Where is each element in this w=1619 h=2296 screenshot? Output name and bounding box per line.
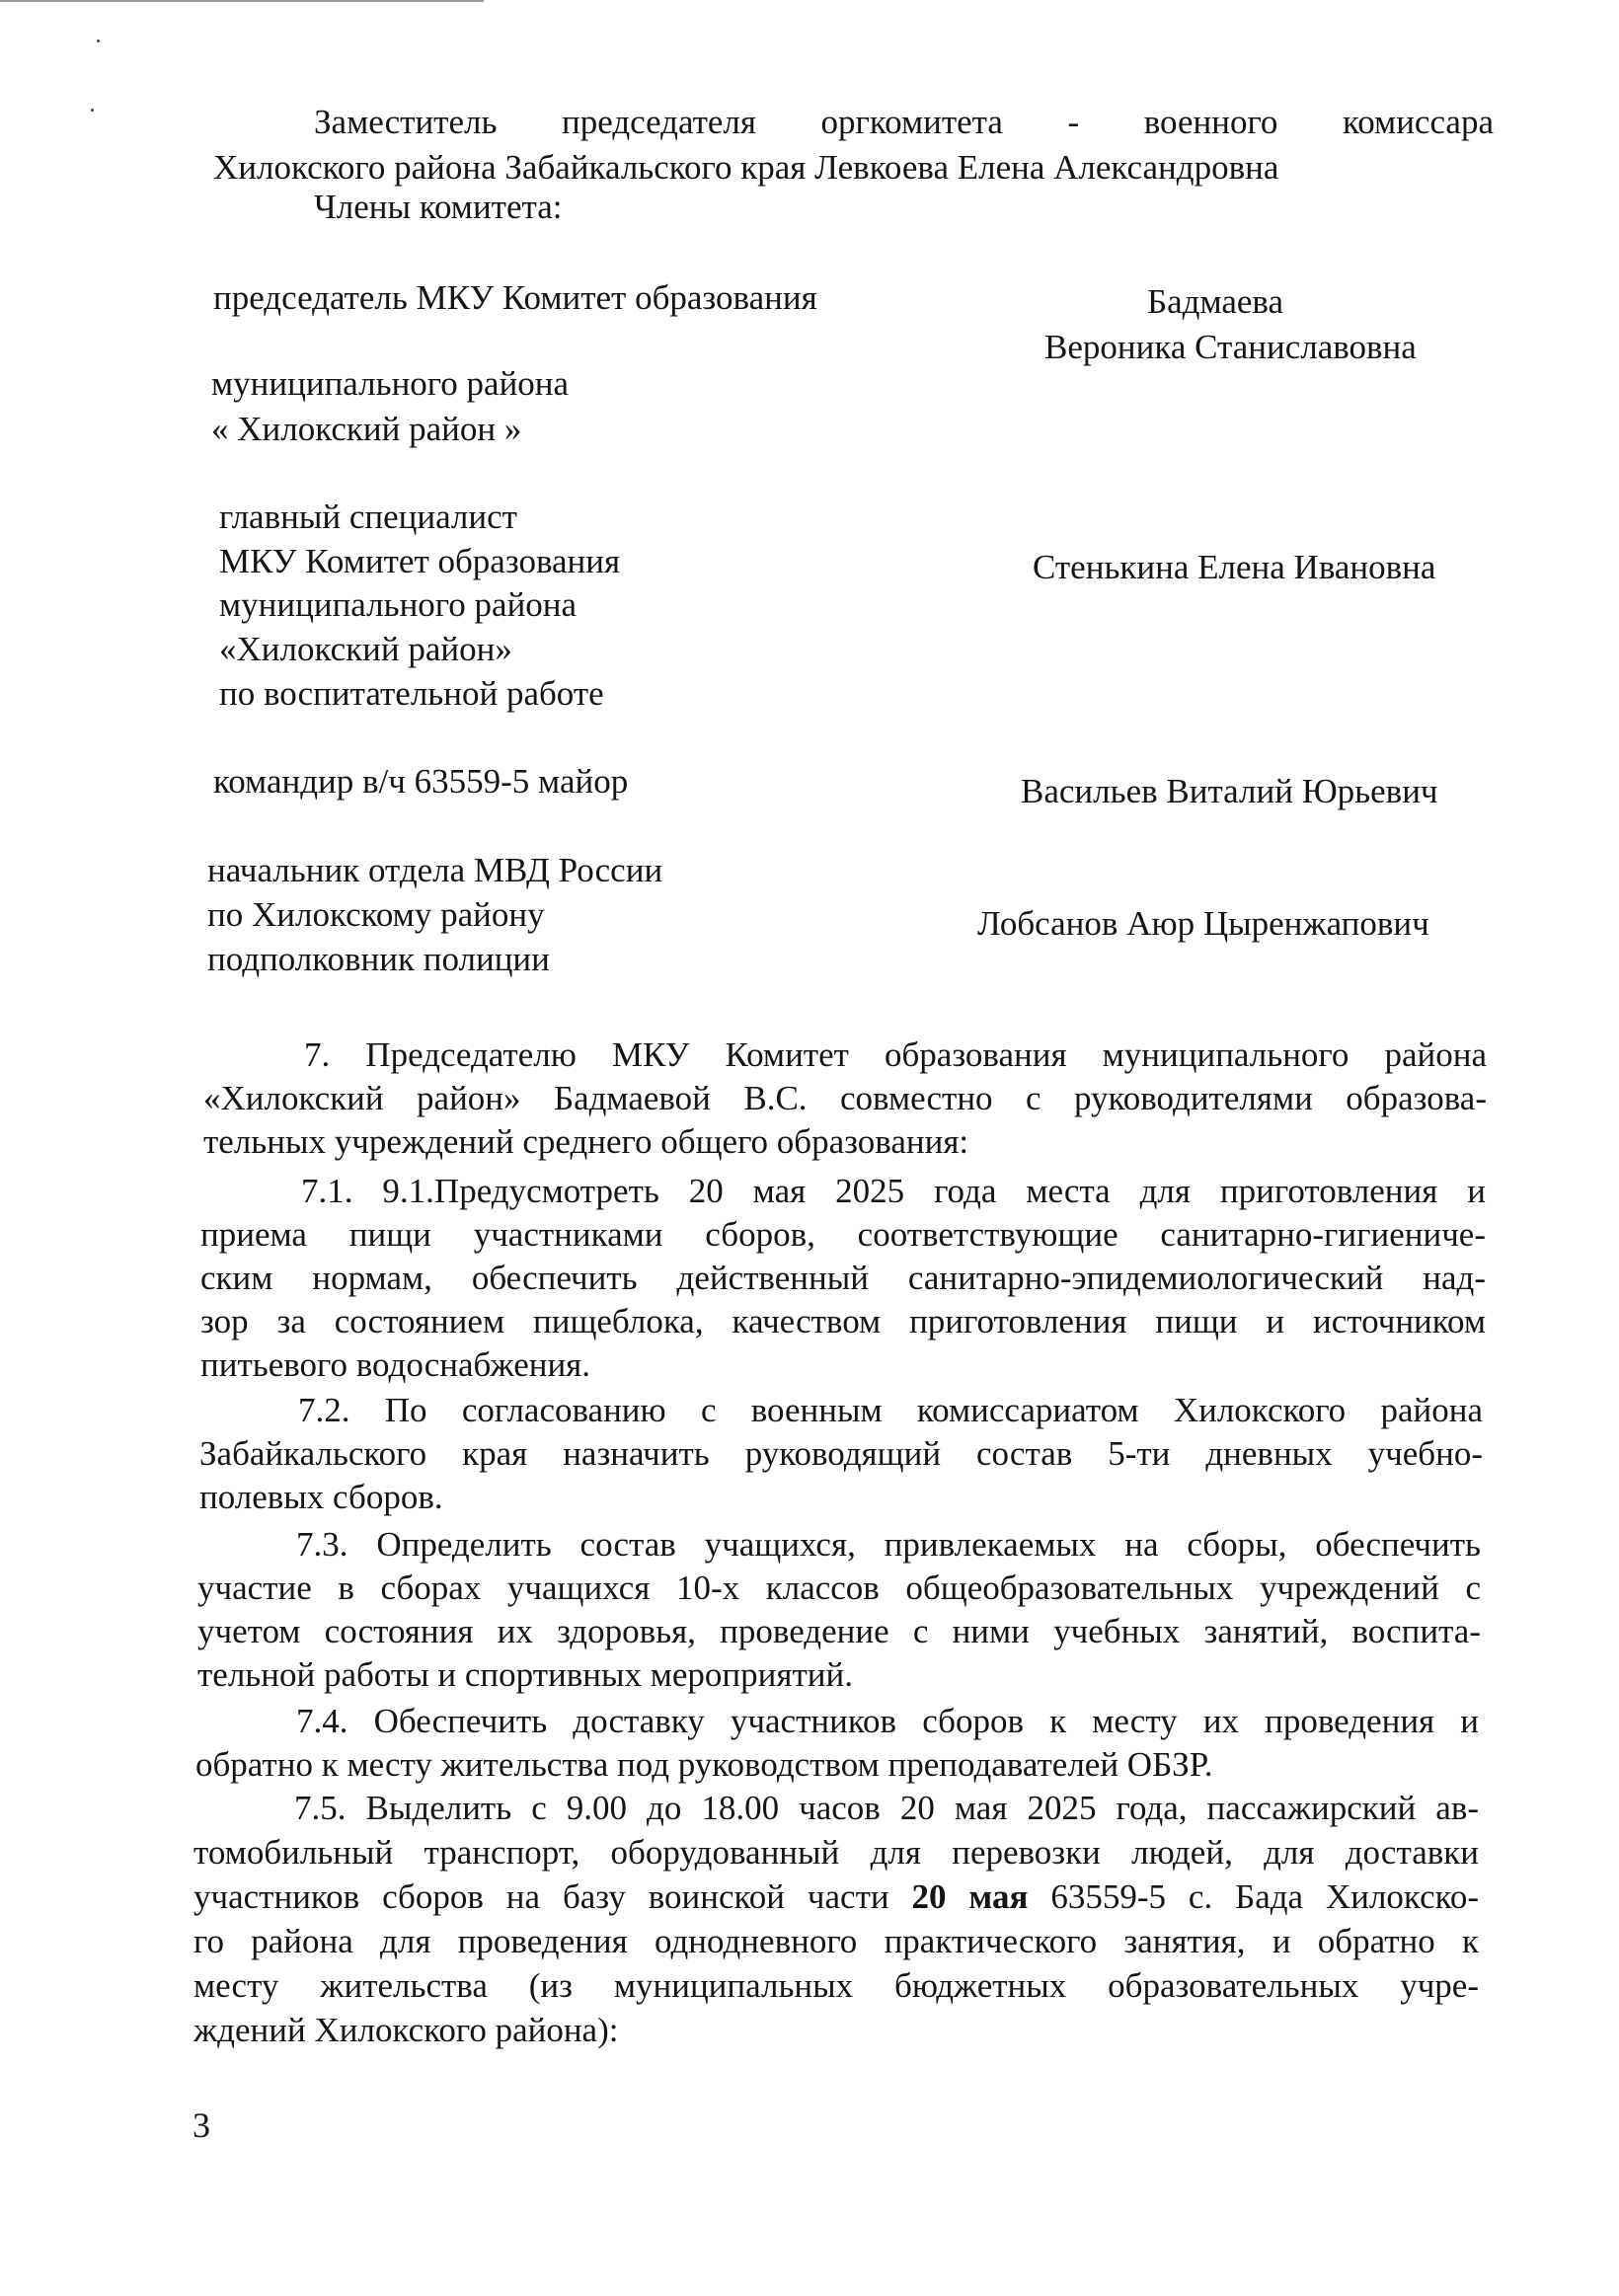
member-position-line: муниципального района [211, 364, 570, 403]
paragraph-7-2-line: 7.2. По согласованию с военным комиссариатом Хилокского района [298, 1391, 1483, 1429]
member-position-line: по Хилокскому району [207, 895, 545, 934]
paragraph-7-1-line: питьевого водоснабжения. [200, 1345, 591, 1384]
paragraph-7-1-line: приема пищи участниками сборов, соответствующие санитарно-гигиениче- [200, 1215, 1486, 1254]
page-number: 3 [193, 2105, 210, 2145]
member-position-line: « Хилокский район » [211, 410, 522, 448]
paragraph-7-5-line: томобильный транспорт, оборудованный для перевозки людей, для доставки [193, 1833, 1479, 1872]
paragraph-7-5-line: 7.5. Выделить с 9.00 до 18.00 часов 20 мая 2025 года, пассажирский ав- [294, 1789, 1479, 1827]
member-position-line: МКУ Комитет образования [219, 542, 621, 580]
paragraph-7-line: 7. Председателю МКУ Комитет образования муниципального района [304, 1035, 1487, 1074]
text-run: 63559-5 с. Бада Хилокско- [1028, 1877, 1479, 1916]
paragraph-7-5-line: го района для проведения однодневного практического занятия, и обратно к [193, 1922, 1479, 1960]
paragraph-7-1-line: ским нормам, обеспечить действенный санитарно-эпидемиологический над- [200, 1259, 1486, 1297]
paragraph-7-5-line: месту жительства (из муниципальных бюджетных образовательных учре- [193, 1966, 1479, 2005]
member-position-line: по воспитательной работе [219, 674, 604, 713]
bold-date: 20 мая [911, 1877, 1029, 1916]
scan-speck [97, 39, 100, 42]
member-name-line: Лобсанов Аюр Цыренжапович [977, 904, 1429, 943]
member-position-line: подполковник полиции [207, 940, 550, 978]
paragraph-7-4-line: обратно к месту жительства под руководством преподавателей ОБЗР. [195, 1745, 1213, 1784]
member-position-line: муниципального района [219, 585, 578, 624]
text-run: участников сборов на базу воинской части [193, 1877, 912, 1916]
paragraph-7-5-line: ждений Хилокского района): [193, 2011, 619, 2049]
deputy-line-1: Заместитель председателя оргкомитета - военного комиссара [314, 103, 1494, 141]
member-position-line: начальник отдела МВД России [207, 851, 663, 889]
paragraph-7-line: «Хилокский район» Бадмаевой В.С. совместно с руководителями образова- [203, 1079, 1487, 1117]
member-name-line: Васильев Виталий Юрьевич [1021, 772, 1438, 810]
scan-speck [91, 109, 94, 112]
paragraph-7-3-line: учетом состояния их здоровья, проведение с ними учебных занятий, воспита- [197, 1612, 1481, 1650]
member-position-line: командир в/ч 63559-5 майор [213, 762, 629, 801]
member-name-line: Стенькина Елена Ивановна [1033, 548, 1436, 586]
paragraph-7-2-line: Забайкальского края назначить руководящий состав 5-ти дневных учебно- [199, 1434, 1483, 1473]
paragraph-7-line: тельных учреждений среднего общего образования: [203, 1122, 969, 1161]
paragraph-7-1-line: 7.1. 9.1.Предусмотреть 20 мая 2025 года места для приготовления и [301, 1172, 1486, 1210]
paragraph-7-4-line: 7.4. Обеспечить доставку участников сборов к месту их проведения и [296, 1702, 1479, 1740]
members-heading: Члены комитета: [314, 188, 563, 226]
paragraph-7-3-line: тельной работы и спортивных мероприятий. [197, 1655, 853, 1694]
member-position-line: главный специалист [219, 497, 517, 536]
member-position-line: «Хилокский район» [219, 630, 512, 668]
deputy-line-2: Хилокского района Забайкальского края Левкоева Елена Александровна [213, 148, 1279, 187]
paragraph-7-2-line: полевых сборов. [199, 1478, 443, 1516]
paragraph-7-1-line: зор за состоянием пищеблока, качеством приготовления пищи и источником [200, 1302, 1486, 1340]
paragraph-7-5-line-with-bold [193, 1875, 1479, 1919]
member-name-line: Бадмаева [1147, 282, 1284, 321]
paragraph-7-3-line: 7.3. Определить состав учащихся, привлекаемых на сборы, обеспечить [296, 1525, 1481, 1564]
paragraph-7-3-line: участие в сборах учащихся 10-х классов общеобразовательных учреждений с [197, 1569, 1481, 1607]
member-name-line: Вероника Станиславовна [1044, 328, 1417, 366]
scan-edge-line [0, 0, 484, 2]
member-position-line: председатель МКУ Комитет образования [213, 278, 817, 317]
